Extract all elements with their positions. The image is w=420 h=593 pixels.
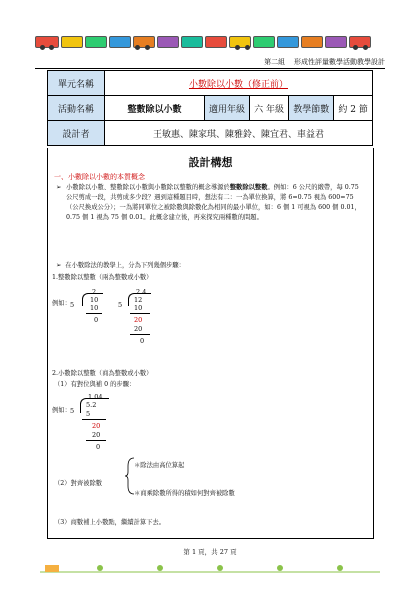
step-2-1: （1）有對位與補 0 的步驟： [54, 381, 136, 388]
design-title: 設計構想 [188, 156, 233, 169]
quotient: 1.04 [88, 393, 103, 401]
section-heading: 一、小數除以小數的本質概念 [54, 173, 145, 181]
step-2: 2.小數除以整數（商為整數或小數） [52, 370, 153, 377]
long-division-b [118, 288, 158, 358]
periods-label: 教學節數 [289, 96, 334, 121]
product-2: 20 [134, 325, 143, 333]
unit-value: 小數除以小數（修正前） [105, 71, 373, 96]
remainder: 0 [140, 337, 145, 345]
remainder: 0 [96, 443, 101, 451]
divisor: 5 [70, 301, 75, 309]
grade-label: 適用年級 [205, 96, 250, 121]
activity-label: 活動名稱 [48, 96, 105, 121]
page-footer: 第 1 頁，共 27 頁 [183, 548, 237, 556]
divisor: 5 [70, 407, 75, 415]
dividend: 5.2 [86, 401, 97, 409]
train-banner [35, 36, 380, 50]
designer-value: 王敏惠、陳家琪、陳雅鈴、陳宜君、車益君 [105, 121, 373, 146]
product: 10 [90, 304, 99, 312]
product: 5 [86, 410, 91, 418]
note-1: ＊除法由高位算起 [134, 462, 185, 469]
header-rule [35, 68, 385, 69]
header-group: 第二組 [264, 58, 286, 66]
unit-label: 單元名稱 [48, 71, 105, 96]
periods-value: 約 2 節 [334, 96, 373, 121]
dividend: 12 [134, 296, 143, 304]
design-box [47, 148, 374, 539]
quotient: 2.4 [136, 288, 147, 296]
header-project: 形成性評量數學活動教學設計 [294, 58, 385, 66]
remainder-1: 20 [92, 422, 101, 430]
note-2: ＊商乘除數所得的積如何對齊被除數 [134, 490, 235, 497]
designer-label: 設計者 [48, 121, 105, 146]
step-1: 1.整數除以整數（兩為整數或小數） [52, 274, 153, 281]
long-division-c [70, 393, 110, 463]
lesson-meta-table [47, 70, 373, 146]
bottom-decoration [40, 562, 380, 574]
grade-value: 六 年級 [250, 96, 289, 121]
product: 10 [134, 304, 143, 312]
steps-intro: ➢ 在小數除法的教學上，分為下列幾個步驟： [56, 262, 185, 269]
product-2: 20 [92, 431, 101, 439]
example-label-2: 例如： [52, 407, 71, 414]
step-2-2: （2）對齊被除數 [54, 480, 103, 487]
remainder-1: 20 [134, 316, 143, 324]
activity-value: 整數除以小數 [105, 96, 205, 121]
concept-paragraph: ➢ 小數除以小數、整數除以小數與小數除以整數的概念導源於整數除以整數。例如：6 公尺的緞帶，每 0.75 公尺剪成一段，共剪成多少段？遇到這種題目時，想法有二：一為單位換算，將 6=0.75 視為 600=75（公尺換成公分）；一為將同單位之被除數與除數化為相同的最小單位，如：6 個 1 可視為 600 個 0.01，0.75 個 1 視為 75 個 0.01。此概念建立後，再來探究兩種數的問題。 [56, 184, 361, 221]
quotient: 2 [92, 288, 97, 296]
step-2-3: （3）商數補上小數點，繼續計算下去。 [54, 519, 166, 526]
arrow-bullet-icon: ➢ [56, 262, 62, 269]
remainder: 0 [94, 316, 99, 324]
page-header [264, 57, 385, 67]
divisor: 5 [118, 301, 123, 309]
arrow-bullet-icon: ➢ [56, 184, 62, 191]
long-division-a [70, 288, 100, 348]
example-label: 例如： [52, 300, 71, 307]
dividend: 10 [90, 296, 99, 304]
